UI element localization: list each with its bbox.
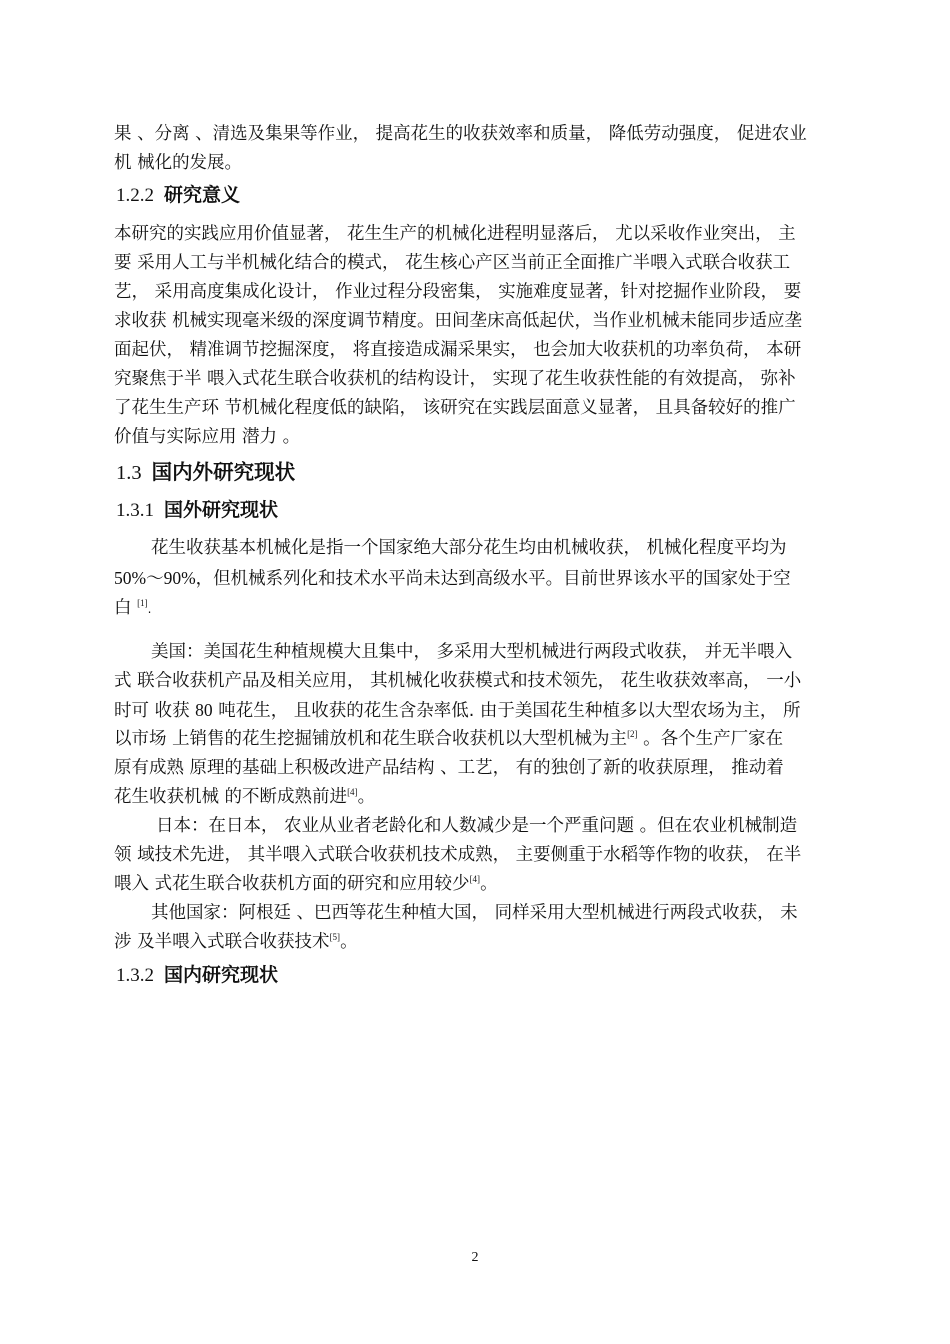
heading-1-3-1 (116, 495, 278, 522)
foreign-para-line-2 (114, 566, 791, 591)
usa-line-6-a: 花生收获机械 的不断成熟前进 (114, 787, 348, 807)
others-line-2 (114, 930, 358, 954)
usa-line-6-b: 。 (357, 787, 376, 807)
usa-line-5: 原有成熟 原理的基础上积极改进产品结构 、工艺， 有的独创了新的收获原理， 推动着 (114, 758, 784, 778)
usa-line-1: 美国：美国花生种植规模大且集中， 多采用大型机械进行两段式收获， 并无半喂入 (151, 642, 793, 662)
heading-1-2-2 (116, 180, 240, 207)
significance-line-7: 了花生生产环 节机械化程度低的缺陷， 该研究在实践层面意义显著， 且具备较好的推广 (114, 398, 796, 418)
foreign-para-line-3 (114, 596, 151, 621)
japan-line-1: 日本：在日本， 农业从业者老龄化和人数减少是一个严重问题 。但在农业机械制造 (156, 816, 798, 836)
usa-line-3 (114, 698, 800, 723)
significance-line-3: 艺， 采用高度集成化设计， 作业过程分段密集， 实施难度显著，针对挖掘作业阶段， 要 (114, 282, 802, 302)
intro-line-2: 机 械化的发展。 (114, 153, 243, 173)
period: . (147, 602, 152, 616)
others-line-2-a: 涉 及半喂入式联合收获技术 (114, 932, 330, 952)
intro-line-1: 果 、分离 、清选及集果等作业， 提高花生的收获效率和质量， 降低劳动强度， 促进农业 (114, 124, 807, 144)
percentage-range: 50%～90% (114, 568, 196, 588)
significance-line-1: 本研究的实践应用价值显著， 花生生产的机械化进程明显落后， 尤以采收作业突出， 主 (114, 224, 796, 244)
page-number: 2 (471, 1250, 479, 1265)
heading-title: 国外研究现状 (164, 499, 279, 521)
japan-line-3 (114, 872, 498, 896)
foreign-para-line-3-text: 白 (114, 598, 132, 618)
tonnage-number: 80 (195, 700, 213, 720)
others-line-2-b: 。 (340, 932, 358, 952)
usa-line-4-b: 。各个生产厂家在 (637, 729, 784, 749)
others-line-1: 其他国家：阿根廷 、巴西等花生种植大国， 同样采用大型机械进行两段式收获， 未 (151, 903, 798, 923)
heading-number: 1.3.2 (116, 965, 154, 986)
citation-ref: [1] (137, 598, 148, 608)
significance-line-5: 面起伏， 精准调节挖掘深度， 将直接造成漏采果实， 也会加大收获机的功率负荷， 本研 (114, 340, 802, 360)
heading-number: 1.2.2 (116, 185, 154, 206)
significance-line-2: 要 采用人工与半机械化结合的模式， 花生核心产区当前正全面推广半喂入式联合收获工 (114, 253, 791, 273)
usa-line-6 (114, 785, 375, 809)
citation-ref: [2] (627, 729, 638, 739)
significance-line-4: 求收获 机械实现毫米级的深度调节精度。田间垄床高低起伏，当作业机械未能同步适应垄 (114, 311, 803, 331)
usa-line-3-b: 吨花生， 且收获的花生含杂率低. 由于美国花生种植多以大型农场为主， 所 (212, 701, 801, 721)
foreign-para-line-2-text: ，但机械系列化和技术水平尚未达到高级水平。目前世界该水平的国家处于空 (195, 569, 791, 589)
heading-title: 国内研究现状 (164, 964, 279, 986)
citation-ref: [4] (469, 874, 481, 884)
japan-line-3-b: 。 (480, 874, 498, 894)
usa-line-4 (114, 727, 783, 751)
heading-number: 1.3 (116, 462, 142, 484)
significance-line-8: 价值与实际应用 潜力 。 (114, 427, 301, 447)
japan-line-2: 领 域技术先进， 其半喂入式联合收获机技术成熟， 主要侧重于水稻等作物的收获， 在半 (114, 845, 802, 865)
japan-line-3-a: 喂入 式花生联合收获机方面的研究和应用较少 (114, 874, 470, 894)
usa-line-3-a: 时可 收获 (114, 701, 196, 721)
citation-ref: [4] (347, 787, 358, 797)
heading-number: 1.3.1 (116, 500, 154, 521)
heading-title: 研究意义 (164, 184, 241, 206)
heading-1-3-2 (116, 960, 278, 987)
usa-line-4-a: 以市场 上销售的花生挖掘铺放机和花生联合收获机以大型机械为主 (114, 729, 628, 749)
heading-1-3 (116, 455, 295, 485)
heading-title: 国内外研究现状 (151, 460, 296, 484)
significance-line-6: 究聚焦于半 喂入式花生联合收获机的结构设计， 实现了花生收获性能的有效提高， 弥补 (114, 369, 796, 389)
usa-line-2: 式 联合收获机产品及相关应用， 其机械化收获模式和技术领先， 花生收获效率高， 一小 (114, 671, 802, 691)
foreign-para-line-1: 花生收获基本机械化是指一个国家绝大部分花生均由机械收获， 机械化程度平均为 (151, 538, 787, 558)
citation-ref: [5] (329, 932, 341, 942)
